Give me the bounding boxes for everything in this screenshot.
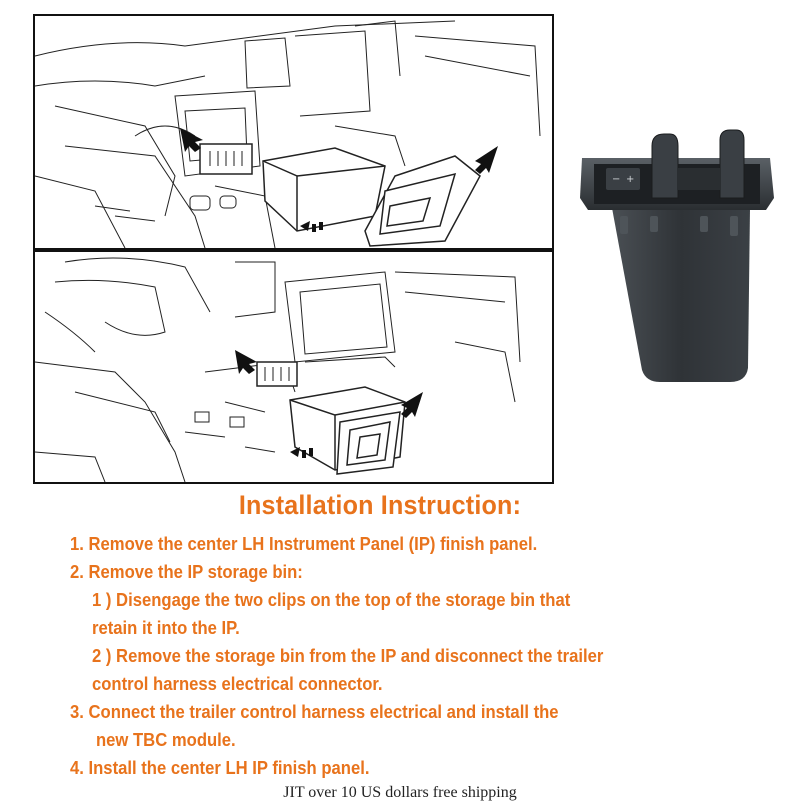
- step-2-substep-2-cont: control harness electrical connector.: [92, 673, 383, 694]
- diagram-remove-storage-bin: [33, 14, 554, 250]
- step-3: 3. Connect the trailer control harness electrical and install the: [70, 701, 559, 722]
- step-3-cont: new TBC module.: [96, 729, 236, 750]
- svg-text:−: −: [612, 174, 621, 185]
- line-art-dashboard-top: [35, 16, 552, 248]
- step-2: 2. Remove the IP storage bin:: [70, 561, 303, 582]
- storage-bin-illustration: [263, 148, 480, 246]
- diagram-install-module: [33, 250, 554, 484]
- step-4: 4. Install the center LH IP finish panel.: [70, 757, 370, 778]
- connector-icon: [257, 362, 297, 386]
- line-art-dashboard-bottom: [35, 252, 552, 482]
- step-2-substep-1-cont: retain it into the IP.: [92, 617, 240, 638]
- connector-icon: [200, 144, 252, 174]
- step-1: 1. Remove the center LH Instrument Panel (IP) finish panel.: [70, 533, 538, 554]
- instruction-title: Installation Instruction:: [238, 490, 522, 520]
- module-icon: [290, 387, 405, 474]
- step-2-substep-1: 1 ) Disengage the two clips on the top of the storage bin that: [92, 589, 571, 610]
- shipping-note: JIT over 10 US dollars free shipping: [283, 784, 517, 801]
- svg-text:+: +: [626, 174, 635, 185]
- step-2-substep-2: 2 ) Remove the storage bin from the IP and disconnect the trailer: [92, 645, 604, 666]
- product-image-tbc-module: [580, 128, 776, 390]
